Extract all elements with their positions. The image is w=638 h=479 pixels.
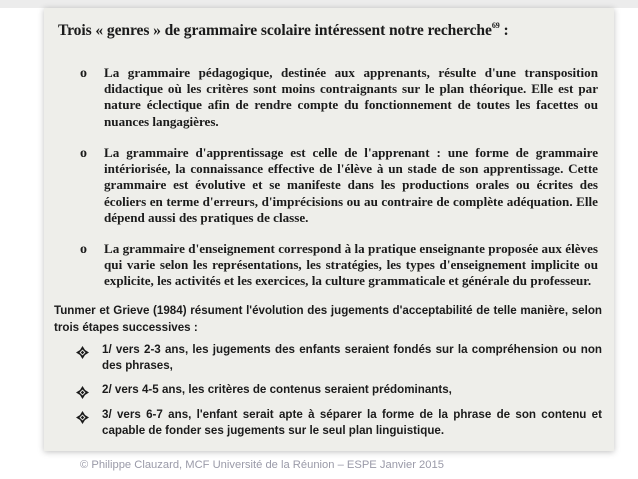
genre-item-apprentissage: La grammaire d'apprentissage est celle de l'apprenant : une forme de grammaire intériorisée, la connaissance effective de l'élève à un stade de son apprentissage. Cette grammaire est évolutive et se manifeste dans les productions orales ou écrites des écoliers en terme d'erreurs, d'imprécisions ou au contraire de complète adéquation. Elle dépend aussi des pratiques de classe.: [104, 145, 598, 225]
diamond-bullet-icon: [76, 386, 89, 399]
step-item-3: 3/ vers 6-7 ans, l'enfant serait apte à séparer la forme de la phrase de son contenu et capable de fonder ses jugements sur le seul plan linguistique.: [102, 408, 602, 438]
diamond-bullet-icon: [76, 411, 89, 424]
step-item-2: 2/ vers 4-5 ans, les critères de contenus seraient prédominants,: [102, 383, 452, 396]
intro-text: Trois « genres » de grammaire scolaire intéressent notre recherche: [58, 22, 492, 39]
genre-item-enseignement: La grammaire d'enseignement correspond à la pratique enseignante proposée aux élèves qui varie selon les représentations, les stratégies, les types d'enseignement implicite ou explicite, les activités et les exercices, la culture grammaticale et générale du professeur.: [104, 241, 598, 289]
slide-top-bar: [0, 0, 638, 8]
genre-item-pedagogique: La grammaire pédagogique, destinée aux apprenants, résulte d'une transposition didactique où les critères sont moins contraignants sur le plan théorique. Elle est par nature éclectique afin de rendre compte du fonctionnement de toutes les facettes ou nuances langagières.: [104, 65, 598, 129]
diamond-bullet-icon: [76, 346, 89, 359]
bullet-o-icon: o: [80, 66, 87, 81]
intro-heading: [58, 21, 509, 40]
bullet-o-icon: o: [80, 146, 87, 161]
tunmer-grieve-intro: Tunmer et Grieve (1984) résument l'évolution des jugements d'acceptabilité de telle manière, selon trois étapes successives :: [54, 304, 602, 335]
step-item-1: 1/ vers 2-3 ans, les jugements des enfants seraient fondés sur la compréhension ou non des phrases,: [102, 343, 602, 373]
intro-suffix: :: [499, 22, 509, 39]
slide-footer: © Philippe Clauzard, MCF Université de la Réunion – ESPE Janvier 2015: [80, 459, 444, 471]
scanned-document: [44, 8, 614, 451]
footnote-ref: 69: [491, 21, 500, 30]
bullet-o-icon: o: [80, 242, 87, 257]
